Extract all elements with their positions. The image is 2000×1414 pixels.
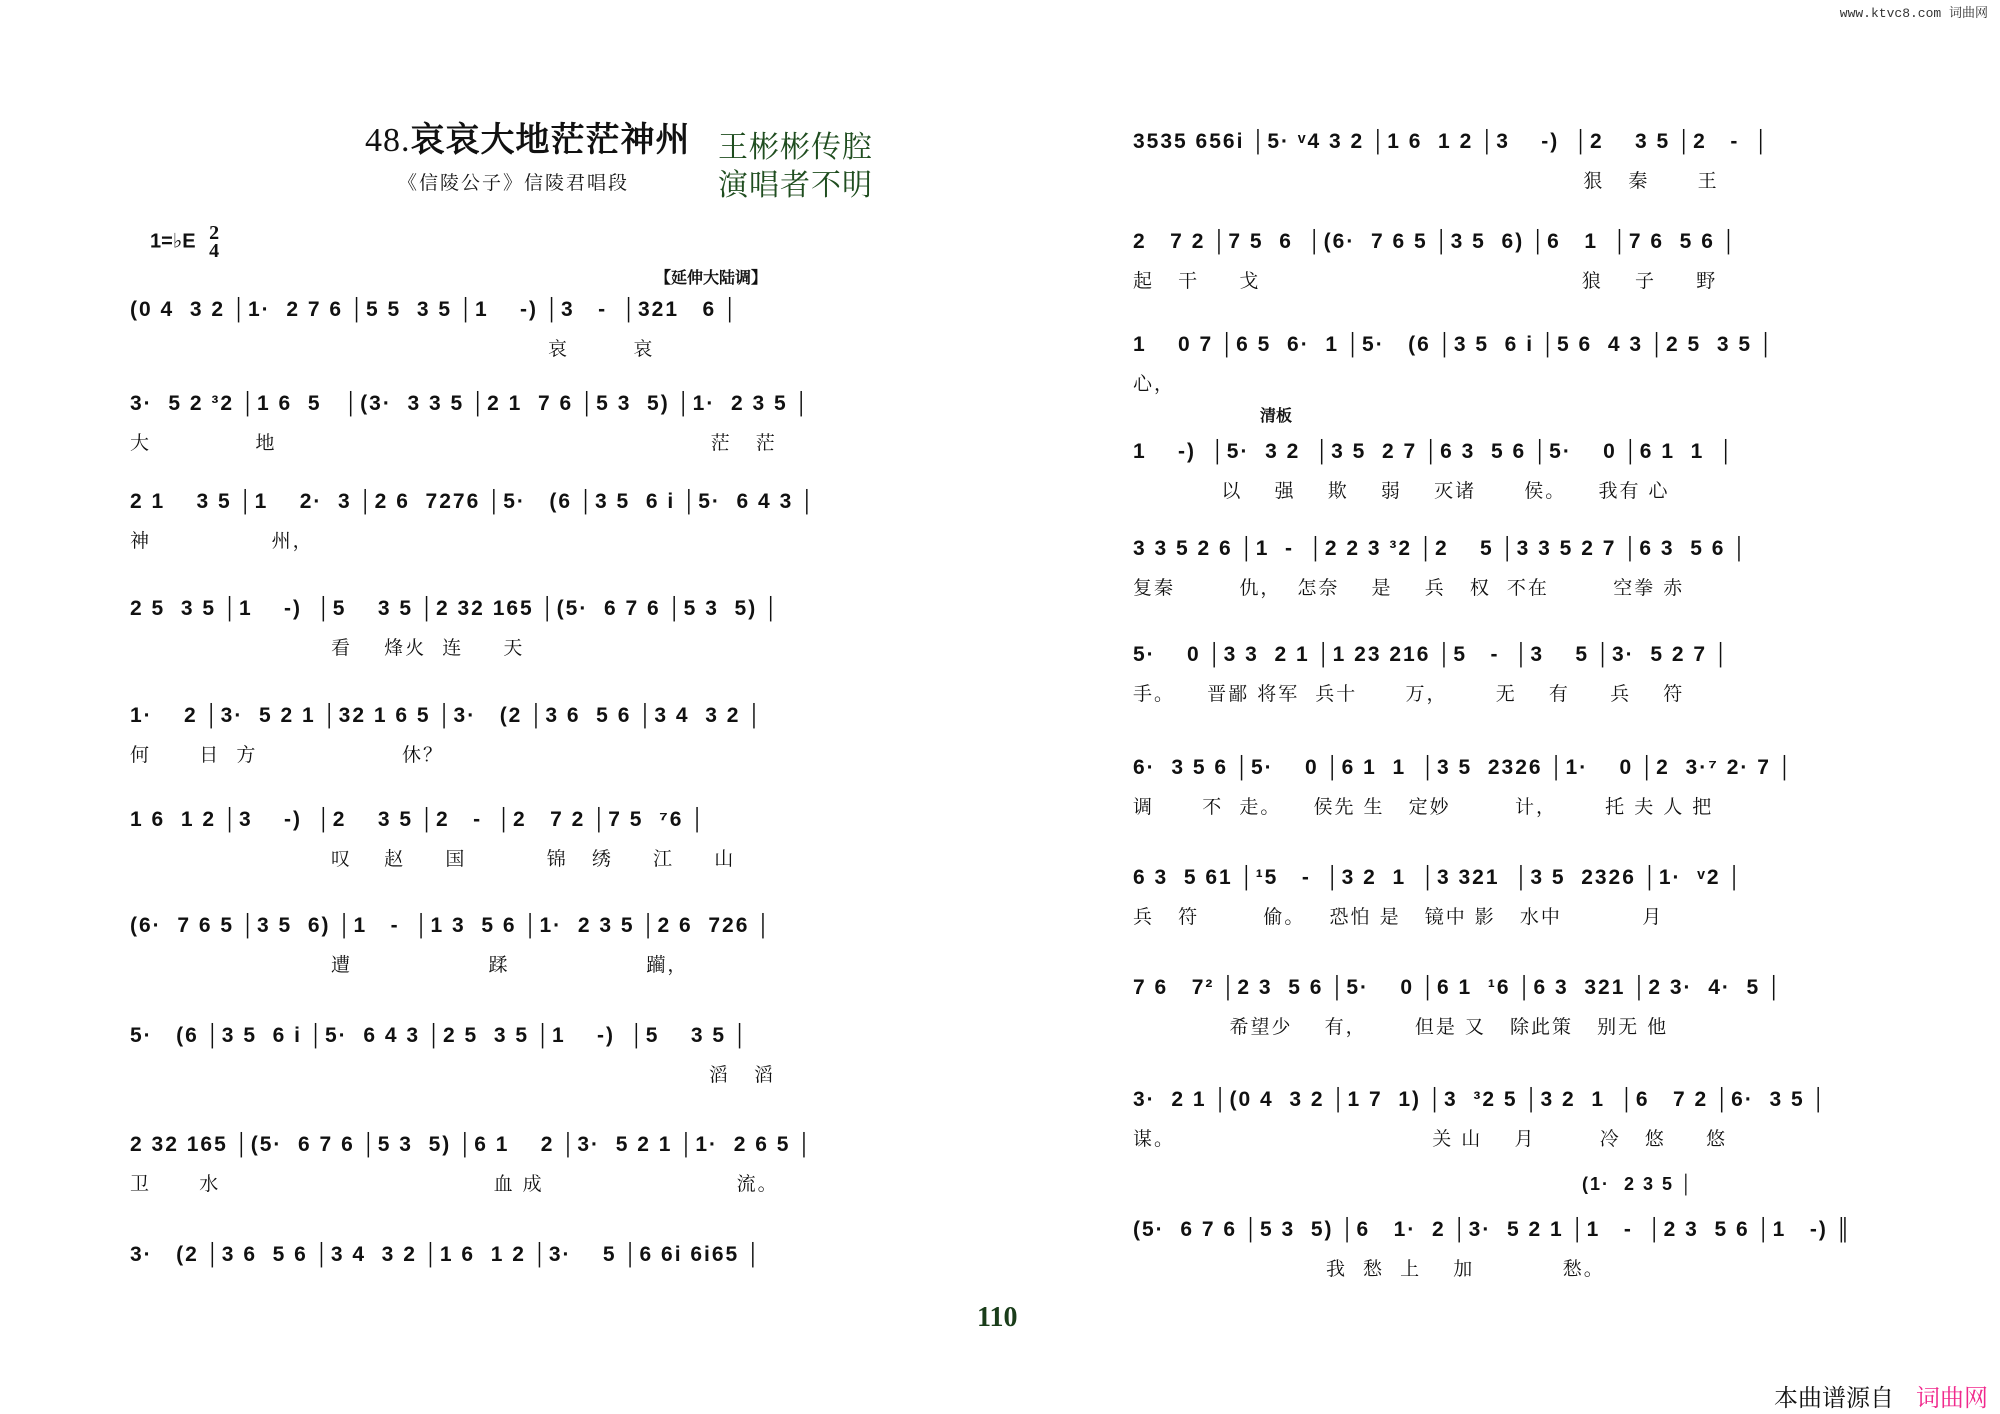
credit-performer: 演唱者不明: [718, 168, 873, 203]
time-signature: 2 4: [209, 222, 220, 262]
song-title: [365, 112, 691, 161]
ossia-passage: (1· 2 3 5 │: [1582, 1174, 1695, 1194]
source-brand: 词曲网: [1916, 1385, 1988, 1412]
section-label-left: 【延伸大陆调】: [655, 270, 768, 287]
key-signature: [150, 224, 219, 260]
song-number: 48.: [365, 122, 411, 159]
source-label: 本曲谱源自: [1774, 1385, 1894, 1412]
site-watermark: www.ktvc8.com 词曲网: [1839, 6, 1988, 21]
section-label-right: 清板: [1260, 408, 1293, 425]
song-title-text: 哀哀大地茫茫神州: [410, 120, 691, 160]
credit-arranger: 王彬彬传腔: [718, 130, 873, 165]
page-number: 110: [977, 1302, 1018, 1333]
song-subtitle: 《信陵公子》信陵君唱段: [398, 172, 630, 194]
source-footer: [1774, 1378, 1988, 1413]
key-text: 1=♭E: [150, 230, 196, 253]
